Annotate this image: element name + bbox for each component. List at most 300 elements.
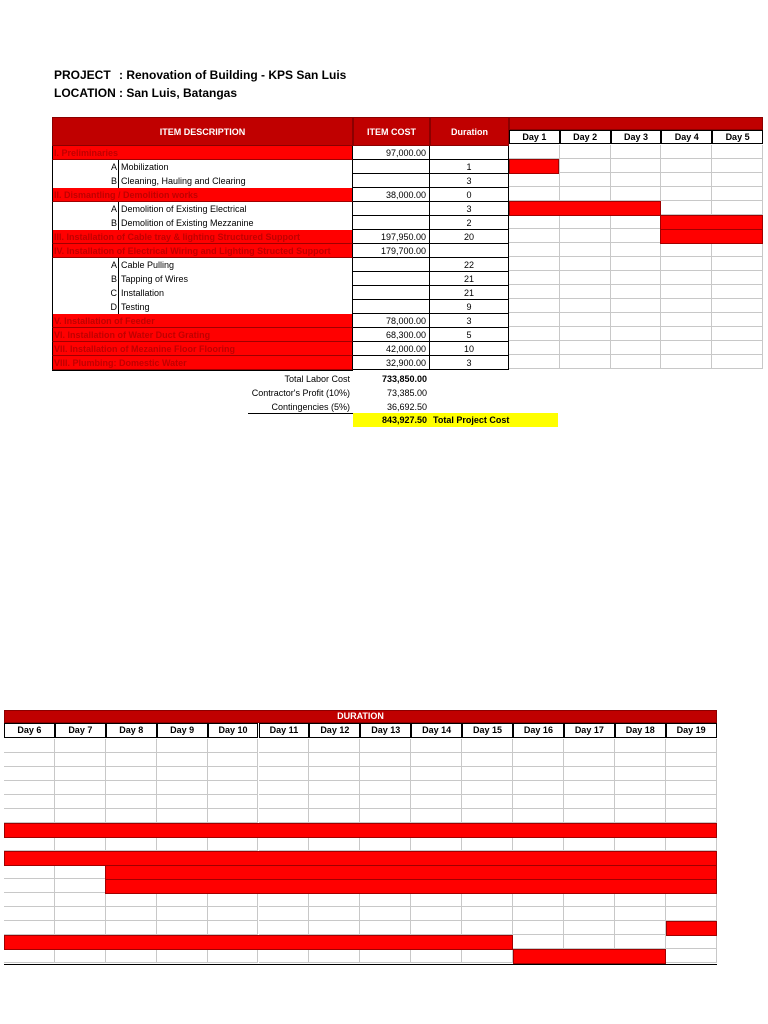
gantt-cell: [513, 921, 564, 935]
gantt-cell: [611, 215, 662, 229]
gantt-cell: [157, 907, 208, 921]
gantt-cell: [661, 299, 712, 313]
gantt-cell: [611, 299, 662, 313]
gantt-cell: [55, 921, 106, 935]
gantt-cell: [712, 159, 763, 173]
item-letter: A: [53, 202, 119, 216]
gantt-cell: [360, 753, 411, 767]
gantt-cell: [4, 907, 55, 921]
gantt-cell: [611, 229, 662, 243]
gantt-cell: [615, 809, 666, 823]
gantt-cell: [666, 893, 717, 907]
gantt-cell: [611, 327, 662, 341]
gantt-cell: [712, 257, 763, 271]
item-label: Installation: [121, 288, 165, 298]
gantt-cell: [513, 767, 564, 781]
gantt-cell: [712, 201, 763, 215]
gantt-cell: [661, 341, 712, 355]
gantt-cell: [509, 285, 560, 299]
gantt-cell: [55, 795, 106, 809]
col-duration-label: Duration: [451, 126, 488, 137]
gantt2-duration-title: DURATION: [337, 711, 384, 721]
gantt-cell: [411, 837, 462, 851]
table-bottom-border: [52, 370, 353, 371]
total-project-label: Total Project Cost: [433, 415, 510, 425]
gantt-cell: [611, 187, 662, 201]
gantt-cell: [208, 809, 259, 823]
gantt-cell: [509, 173, 560, 187]
day-header: Day 8: [106, 723, 157, 738]
gantt-cell: [411, 949, 462, 963]
gantt-cell: [360, 893, 411, 907]
gantt-cell: [360, 907, 411, 921]
day-header: Day 13: [360, 723, 411, 738]
gantt-cell: [509, 299, 560, 313]
gantt-cell: [509, 313, 560, 327]
gantt-cell: [309, 949, 360, 963]
gantt-cell: [360, 795, 411, 809]
item-label: Cleaning, Hauling and Clearing: [121, 176, 246, 186]
gantt-cell: [560, 243, 611, 257]
gantt-cell: [611, 285, 662, 299]
gantt-cell: [55, 893, 106, 907]
gantt-cell: [712, 243, 763, 257]
gantt-cell: [615, 739, 666, 753]
gantt-cell: [615, 921, 666, 935]
gantt-cell: [666, 935, 717, 949]
gantt-cell: [360, 767, 411, 781]
day-header: Day 2: [560, 130, 611, 144]
gantt-cell: [157, 893, 208, 907]
section-description: [52, 314, 353, 328]
gantt-cell: [462, 907, 513, 921]
gantt-cell: [411, 781, 462, 795]
bar2-cable-tray: [4, 823, 717, 838]
gantt-cell: [106, 753, 157, 767]
gantt2-duration-header: [4, 710, 717, 723]
gantt-cell: [157, 837, 208, 851]
gantt-cell: [259, 921, 310, 935]
gantt-cell: [309, 781, 360, 795]
gantt-cell: [513, 935, 564, 949]
gantt-cell: [564, 739, 615, 753]
item-cost: 78,000.00: [353, 314, 430, 328]
item-letter: A: [53, 258, 119, 272]
day-header: Day 4: [661, 130, 712, 144]
gantt-cell: [509, 327, 560, 341]
gantt-cell: [509, 243, 560, 257]
item-label: Demolition of Existing Mezzanine: [121, 218, 254, 228]
gantt-cell: [106, 949, 157, 963]
item-cost: [353, 300, 430, 314]
gantt-cell: [411, 893, 462, 907]
gantt-cell: [309, 837, 360, 851]
gantt-cell: [4, 893, 55, 907]
gantt-cell: [661, 327, 712, 341]
gantt-cell: [560, 341, 611, 355]
item-duration: [430, 244, 509, 258]
day-header: Day 17: [564, 723, 615, 738]
gantt-cell: [509, 341, 560, 355]
gantt-cell: [560, 285, 611, 299]
gantt-cell: [157, 753, 208, 767]
bar2-installation: [105, 879, 717, 894]
gantt-cell: [712, 341, 763, 355]
gantt-cell: [666, 767, 717, 781]
gantt-cell: [4, 781, 55, 795]
gantt-cell: [661, 313, 712, 327]
item-duration: 3: [430, 314, 509, 328]
gantt-cell: [106, 809, 157, 823]
gantt-cell: [564, 795, 615, 809]
contingency-label: Contingencies (5%): [271, 402, 350, 412]
gantt-cell: [309, 893, 360, 907]
item-description: [52, 216, 353, 230]
item-duration: 0: [430, 188, 509, 202]
gantt-cell: [666, 837, 717, 851]
gantt-cell: [462, 949, 513, 963]
gantt-cell: [661, 159, 712, 173]
gantt-cell: [560, 145, 611, 159]
gantt-cell: [564, 781, 615, 795]
gantt-cell: [309, 739, 360, 753]
gantt-cell: [259, 809, 310, 823]
gantt-cell: [560, 229, 611, 243]
gantt-cell: [560, 187, 611, 201]
totals-divider: [248, 413, 353, 414]
section-label: I. Preliminaries: [54, 148, 119, 158]
gantt-cell: [55, 739, 106, 753]
location-key: LOCATION: [54, 86, 116, 100]
gantt-cell: [666, 753, 717, 767]
gantt-cell: [564, 837, 615, 851]
gantt-cell: [661, 355, 712, 369]
gantt-cell: [560, 215, 611, 229]
profit-label: Contractor's Profit (10%): [251, 388, 350, 398]
item-letter: B: [53, 174, 119, 188]
section-description: [52, 244, 353, 258]
col-item-cost-label: ITEM COST: [367, 126, 416, 137]
bar-mobilization: [509, 159, 559, 174]
item-cost: [353, 272, 430, 286]
gantt-cell: [157, 809, 208, 823]
gantt-cell: [564, 893, 615, 907]
gantt-cell: [615, 767, 666, 781]
gantt-cell: [513, 795, 564, 809]
gantt-cell: [4, 795, 55, 809]
gantt-cell: [55, 949, 106, 963]
item-label: Demolition of Existing Electrical: [121, 204, 247, 214]
section-label: IV. Installation of Electrical Wiring and Lighting Structed Support: [54, 246, 331, 256]
gantt-cell: [712, 285, 763, 299]
gantt-cell: [55, 907, 106, 921]
gantt-cell: [513, 907, 564, 921]
section-description: [52, 230, 353, 244]
item-letter: B: [53, 272, 119, 286]
gantt-cell: [411, 921, 462, 935]
item-duration: 3: [430, 356, 509, 370]
gantt-cell: [462, 781, 513, 795]
gantt-cell: [106, 837, 157, 851]
bar-demolition-electrical: [509, 201, 661, 216]
total-project-value: 843,927.50: [381, 415, 427, 425]
item-cost: [353, 160, 430, 174]
gantt-cell: [157, 767, 208, 781]
profit-value: 73,385.00: [386, 388, 427, 398]
gantt-cell: [560, 271, 611, 285]
gantt-cell: [560, 327, 611, 341]
item-cost: 68,300.00: [353, 328, 430, 342]
gantt-cell: [661, 173, 712, 187]
bar2-water-duct: [666, 921, 717, 936]
gantt-cell: [157, 739, 208, 753]
gantt-cell: [106, 893, 157, 907]
item-duration: 2: [430, 216, 509, 230]
bar2-mezzanine-floor: [4, 935, 513, 950]
item-duration: [430, 146, 509, 160]
gantt-cell: [259, 739, 310, 753]
gantt-cell: [564, 809, 615, 823]
gantt-cell: [208, 921, 259, 935]
item-cost: 38,000.00: [353, 188, 430, 202]
gantt-cell: [661, 257, 712, 271]
gantt-cell: [411, 753, 462, 767]
gantt-cell: [513, 739, 564, 753]
section-label: III. Installation of Cable tray & lighting Structured Support: [54, 232, 301, 242]
gantt-cell: [564, 753, 615, 767]
gantt-cell: [564, 935, 615, 949]
bar-cable-tray: [660, 229, 763, 244]
gantt-cell: [509, 145, 560, 159]
gantt-cell: [564, 921, 615, 935]
item-duration: 3: [430, 174, 509, 188]
gantt-cell: [661, 201, 712, 215]
gantt-cell: [666, 795, 717, 809]
gantt-cell: [509, 215, 560, 229]
gantt-cell: [208, 739, 259, 753]
day-header: Day 7: [55, 723, 106, 738]
gantt-cell: [411, 809, 462, 823]
item-duration: 9: [430, 300, 509, 314]
bar2-plumbing: [513, 949, 666, 964]
gantt-cell: [208, 837, 259, 851]
day-header: Day 16: [513, 723, 564, 738]
gantt-cell: [611, 257, 662, 271]
gantt-cell: [106, 795, 157, 809]
gantt-cell: [360, 781, 411, 795]
gantt-cell: [666, 781, 717, 795]
gantt-cell: [666, 809, 717, 823]
item-cost: [353, 174, 430, 188]
gantt-cell: [4, 739, 55, 753]
total-labor-value: 733,850.00: [381, 374, 427, 384]
gantt-cell: [55, 837, 106, 851]
gantt-cell: [4, 879, 55, 893]
gantt-cell: [259, 767, 310, 781]
section-description: [52, 342, 353, 356]
gantt-cell: [309, 809, 360, 823]
item-description: [52, 272, 353, 286]
gantt-cell: [712, 187, 763, 201]
item-letter: D: [53, 300, 119, 314]
gantt-cell: [509, 257, 560, 271]
gantt-cell: [4, 865, 55, 879]
day-header: Day 11: [259, 723, 310, 738]
item-label: Mobilization: [121, 162, 169, 172]
contingency-value: 36,692.50: [386, 402, 427, 412]
gantt-cell: [509, 355, 560, 369]
gantt-cell: [661, 243, 712, 257]
gantt-cell: [611, 313, 662, 327]
gantt-cell: [360, 837, 411, 851]
gantt-cell: [309, 753, 360, 767]
col-item-cost: [353, 117, 430, 146]
section-label: VII. Installation of Mezanine Floor Flooring: [54, 344, 236, 354]
gantt-cell: [615, 907, 666, 921]
project-line: [54, 68, 346, 82]
day-header: Day 19: [666, 723, 717, 738]
location-value: : San Luis, Batangas: [119, 86, 238, 100]
item-description: [52, 202, 353, 216]
gantt-cell: [712, 327, 763, 341]
gantt-cell: [411, 907, 462, 921]
gantt-cell: [55, 879, 106, 893]
gantt-cell: [309, 795, 360, 809]
gantt-cell: [208, 753, 259, 767]
item-cost: [353, 216, 430, 230]
gantt-cell: [462, 767, 513, 781]
gantt-cell: [360, 949, 411, 963]
item-duration: 1: [430, 160, 509, 174]
gantt-cell: [712, 313, 763, 327]
item-duration: 21: [430, 272, 509, 286]
gantt-cell: [157, 921, 208, 935]
item-cost: 97,000.00: [353, 146, 430, 160]
item-description: [52, 160, 353, 174]
section-label: VIII. Plumbing: Domestic Water: [54, 358, 187, 368]
gantt-cell: [509, 271, 560, 285]
gantt-cell: [513, 837, 564, 851]
gantt-cell: [666, 949, 717, 963]
col-item-description: [52, 117, 353, 146]
item-description: [52, 174, 353, 188]
day-header: Day 6: [4, 723, 55, 738]
gantt-cell: [4, 753, 55, 767]
gantt-cell: [615, 781, 666, 795]
section-description: [52, 356, 353, 370]
gantt-cell: [666, 907, 717, 921]
gantt-cell: [106, 907, 157, 921]
gantt-cell: [513, 809, 564, 823]
col-item-description-label: ITEM DESCRIPTION: [159, 126, 246, 137]
item-duration: 5: [430, 328, 509, 342]
gantt-cell: [462, 739, 513, 753]
gantt-cell: [513, 893, 564, 907]
gantt-cell: [513, 781, 564, 795]
item-cost: [353, 286, 430, 300]
section-description: [52, 188, 353, 202]
bar2-tapping-wires: [105, 865, 717, 880]
total-labor-label: Total Labor Cost: [284, 374, 350, 384]
gantt-cell: [208, 781, 259, 795]
gantt-cell: [360, 809, 411, 823]
gantt-cell: [611, 341, 662, 355]
gantt-cell: [560, 257, 611, 271]
day-header: Day 3: [611, 130, 662, 144]
project-value: : Renovation of Building - KPS San Luis: [119, 68, 347, 82]
gantt2-bottom-border: [4, 964, 717, 965]
gantt-cell: [4, 809, 55, 823]
gantt-cell: [259, 753, 310, 767]
gantt-cell: [259, 907, 310, 921]
gantt-cell: [560, 173, 611, 187]
day-header: Day 12: [309, 723, 360, 738]
project-key: PROJECT: [54, 68, 111, 82]
gantt-cell: [4, 837, 55, 851]
gantt-cell: [611, 173, 662, 187]
gantt-cell: [259, 893, 310, 907]
gantt-cell: [360, 739, 411, 753]
gantt-cell: [309, 767, 360, 781]
gantt1-header-band: [509, 117, 763, 130]
day-header: Day 14: [411, 723, 462, 738]
section-description: [52, 146, 353, 160]
item-duration: 20: [430, 230, 509, 244]
gantt-cell: [411, 795, 462, 809]
gantt-cell: [157, 781, 208, 795]
item-letter: A: [53, 160, 119, 174]
gantt-cell: [55, 781, 106, 795]
gantt-cell: [309, 907, 360, 921]
item-description: [52, 258, 353, 272]
item-cost: [353, 258, 430, 272]
day-header: Day 15: [462, 723, 513, 738]
section-label: V. Installation of Feeder: [54, 316, 155, 326]
gantt-cell: [712, 271, 763, 285]
gantt-cell: [615, 935, 666, 949]
gantt-cell: [4, 949, 55, 963]
gantt-cell: [360, 921, 411, 935]
gantt-cell: [611, 243, 662, 257]
item-duration: 22: [430, 258, 509, 272]
gantt-cell: [712, 355, 763, 369]
day-header: Day 9: [157, 723, 208, 738]
gantt-cell: [411, 767, 462, 781]
gantt-cell: [55, 865, 106, 879]
gantt-cell: [611, 159, 662, 173]
gantt-cell: [564, 907, 615, 921]
section-label: VI. Installation of Water Duct Grating: [54, 330, 211, 340]
gantt-cell: [106, 739, 157, 753]
gantt-cell: [462, 809, 513, 823]
gantt-cell: [560, 355, 611, 369]
gantt-cell: [259, 795, 310, 809]
gantt-cell: [462, 893, 513, 907]
item-label: Tapping of Wires: [121, 274, 189, 284]
gantt-cell: [208, 795, 259, 809]
item-duration: 21: [430, 286, 509, 300]
gantt-cell: [611, 145, 662, 159]
item-duration: 3: [430, 202, 509, 216]
gantt-cell: [208, 893, 259, 907]
location-line: [54, 86, 237, 100]
gantt-cell: [106, 921, 157, 935]
gantt-cell: [661, 145, 712, 159]
gantt-cell: [611, 271, 662, 285]
gantt-cell: [666, 739, 717, 753]
gantt-cell: [208, 767, 259, 781]
gantt-cell: [712, 173, 763, 187]
